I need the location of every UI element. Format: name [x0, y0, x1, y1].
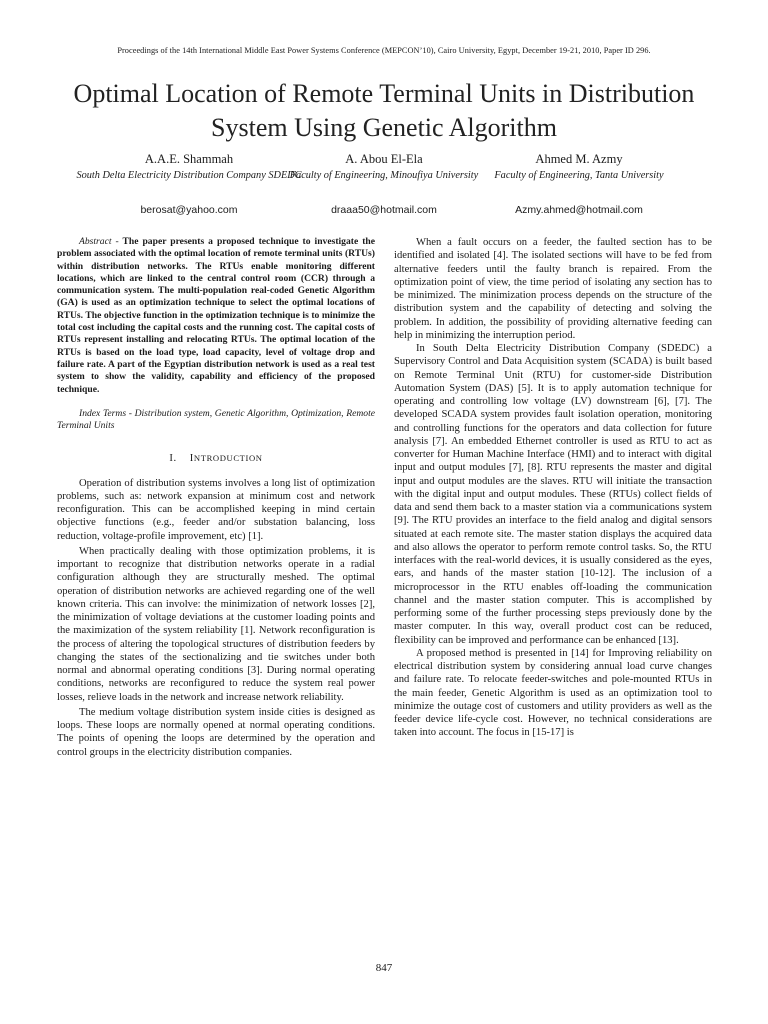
body-paragraph: Operation of distribution systems involves a long list of optimization problems, such as: network expansion at minimum cost and network reconfiguration. This can be accomplished keeping in mind certain objective functions (e.g., feeder and/or substation balancing, loss reduction, voltage-profile improvement, etc) [1].	[57, 477, 375, 542]
abstract-text: The paper presents a proposed technique to investigate the problem associated with the optimal location of remote terminal units (RTUs) within distribution networks. The RTUs enable monitoring different locations, which are linked to the central control room (CCR) through a communication system. The multi-population real-coded Genetic Algorithm (GA) is used as an optimization technique to select the optimal locations of RTUs. The objective function in the optimization technique is to minimize the total cost including the capital costs and the running cost. The capital costs of RTUs represent installing and relocating RTUs. The optimal location of the RTUs is based on the load type, load capacity, level of voltage drop and failure rate. A part of the Egyptian distribution network is used as a real test system to show the validity, capability and efficiency of the proposed technique.	[57, 236, 375, 395]
abstract	[57, 236, 375, 396]
author-affiliation: Faculty of Engineering, Tanta University	[494, 170, 664, 181]
section-title-initial: I	[189, 453, 194, 465]
left-column	[57, 236, 375, 759]
section-heading	[57, 452, 375, 465]
section-title-rest: NTRODUCTION	[193, 453, 263, 464]
author-name: Ahmed M. Azmy	[535, 152, 623, 166]
author-email: berosat@yahoo.com	[140, 204, 238, 216]
body-paragraph: The medium voltage distribution system inside cities is designed as loops. These loops are normally opened at normal operating conditions. The points of opening the loops are determined by the operation and control groups in the electricity distribution companies.	[57, 706, 375, 758]
author-affiliation: South Delta Electricity Distribution Company SDEDC	[76, 170, 302, 181]
page-number: 847	[375, 962, 393, 974]
body-paragraph: In South Delta Electricity Distribution Company (SDEDC) a Supervisory Control and Data Acquisition system (SCADA) is built based on Remote Terminal Unit (RTU) for customer-side Distribution Automation System (DAS) [5]. It is to apply automation technique for operating and controlling low voltage (LV) downstream [6], [7]. The developed SCADA system provides fault isolation operation, monitoring and controlling functions for the operators and data collection for future analysis [7]. An embedded Ethernet controller is used as RTU to act as converter for Human Machine Interface (HMI) and to interact with digital input and output modules [7], [8]. RTU represents the master and digital input and output modules are the slaves. RTU will initiate the transaction with the digital input and output modules. These (RTUs) collect fields of data and send them back to a master station via a communications system [9]. The RTU provides an interface to the field analog and digital sensors situated at each remote site. The master station displays the acquired data and also allows the operator to perform remote control tasks. So, the RTU interfaces with the real-world devices, it is usually considered as the eyes, ears, and hands of the master station [10-12]. The inclusion of a microprocessor in the RTU enables off-loading the communication channel and the master station computer. This is accomplished by performing some of the further processing steps previously done by the master computer. In this way, overall product cost can be reduced, flexibility can be improved and performance can be enhanced [13].	[394, 343, 712, 646]
author-name: A. Abou El-Ela	[345, 152, 423, 166]
section-number: I.	[169, 453, 177, 465]
author-email: Azmy.ahmed@hotmail.com	[515, 204, 643, 216]
body-paragraph: When practically dealing with those optimization problems, it is important to recognize that distribution networks operate in a radial configuration although they are structurally meshed. The optimal operation of distribution networks are achieved regarding one of the well known criteria. This can involve: the minimization of network losses [2], the minimization of voltage deviations at the customer loading points and the maximization of the system reliability [1]. Network reconfiguration is the process of altering the topological structures of distribution feeders by changing the states of the sectionalizing and tie switches under both normal and abnormal operating conditions [3]. During normal operating conditions, networks are reconfigured to reduce the system real power losses, relieve loads in the network and increase network reliability.	[57, 545, 375, 703]
right-column	[394, 236, 712, 740]
index-terms: Index Terms - Distribution system, Genetic Algorithm, Optimization, Remote Terminal Units	[57, 407, 375, 432]
abstract-label: Abstract -	[79, 236, 119, 247]
author-3	[464, 151, 694, 216]
conference-header: Proceedings of the 14th International Middle East Power Systems Conference (MEPCON’10), Cairo University, Egypt, December 19-21, 2010, Paper ID 296.	[117, 46, 651, 55]
body-paragraph: A proposed method is presented in [14] for Improving reliability on electrical distribution system by considering annual load curve changes and failure rate. To relocate feeder-switches and pole-mounted RTUs in the main feeder, Genetic Algorithm is used as an optimization tool to minimize the outage cost of customers and utility providers as well as the feeder device life-cycle cost. However, no technical considerations are taken into account. The focus in [15-17] is	[394, 647, 712, 739]
author-name: A.A.E. Shammah	[144, 152, 234, 166]
paper-title: Optimal Location of Remote Terminal Units in Distribution System Using Genetic Algorithm	[73, 79, 695, 142]
author-email: draaa50@hotmail.com	[331, 204, 437, 216]
body-paragraph: When a fault occurs on a feeder, the faulted section has to be identified and isolated [4]. The isolated sections will have to be fed from alternative feeders until the faulty branch is repaired. From the optimization point of view, the time period of isolating any section has to be minimized. The minimization process depends on the structure of the distribution system and the capability of detecting and solving the problem. In addition, the possibility of providing alternative feeding can help in minimizing the interruption period.	[394, 237, 712, 341]
author-affiliation: Faculty of Engineering, Minoufiya University	[289, 170, 479, 181]
